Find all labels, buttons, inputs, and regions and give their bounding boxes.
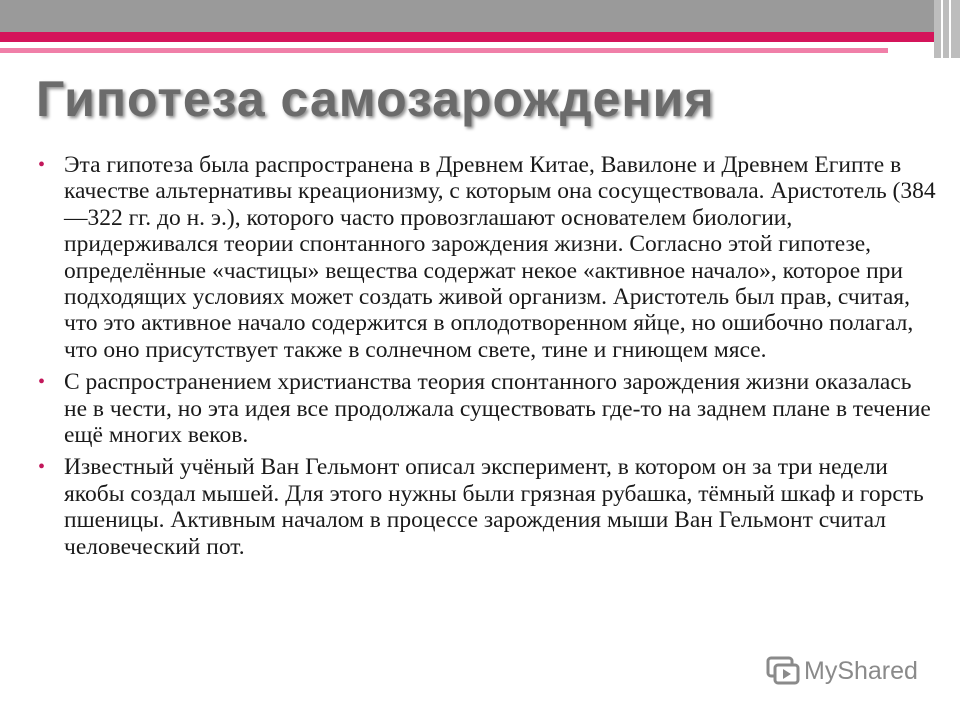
bullet-text: Известный учёный Ван Гельмонт описал эксперимент, в котором он за три недели якобы создал мышей. Для этого нужны были грязная рубашка, тёмный шкаф и горсть пшеницы. Активным началом в процессе зарождения мыши Ван Гельмонт считал человеческий пот. <box>64 454 924 560</box>
myshared-logo-icon <box>766 656 800 686</box>
corner-decoration <box>934 0 960 58</box>
accent-stripe-dark <box>0 32 960 42</box>
bullet-text: С распространением христианства теория спонтанного зарождения жизни оказалась не в чести, но эта идея все продолжала существовать где-то на заднем плане в течение ещё многих веков. <box>64 369 931 449</box>
bullet-list <box>36 152 936 566</box>
bullet-item <box>36 454 936 560</box>
bullet-icon: • <box>38 456 46 479</box>
bullet-icon: • <box>38 154 46 176</box>
accent-stripe-light <box>0 48 888 53</box>
bullet-text: Эта гипотеза была распространена в Древнем Китае, Вавилоне и Древнем Египте в качестве альтернативы креационизму, с которым она сосуществовала. Аристотель (384—322 гг. до н. э.), которого часто провозглашают основателем биологии, придерживался теории спонтанного зарождения жизни. Согласно этой гипотезе, определённые «частицы» вещества содержат некое «активное начало», которое при подходящих условиях может создать живой организм. Аристотель был прав, считая, что это активное начало содержится в оплодотворенном яйце, но ошибочно полагал, что оно присутствует также в солнечном свете, тине и гниющем мясе. <box>64 152 936 363</box>
bullet-icon: • <box>38 371 46 394</box>
header-bar <box>0 0 960 32</box>
watermark-text: MyShared <box>804 656 918 685</box>
slide-title: Гипотеза самозарождения <box>36 71 715 127</box>
bullet-item <box>36 152 936 363</box>
myshared-watermark <box>766 656 918 686</box>
bullet-item <box>36 369 936 448</box>
